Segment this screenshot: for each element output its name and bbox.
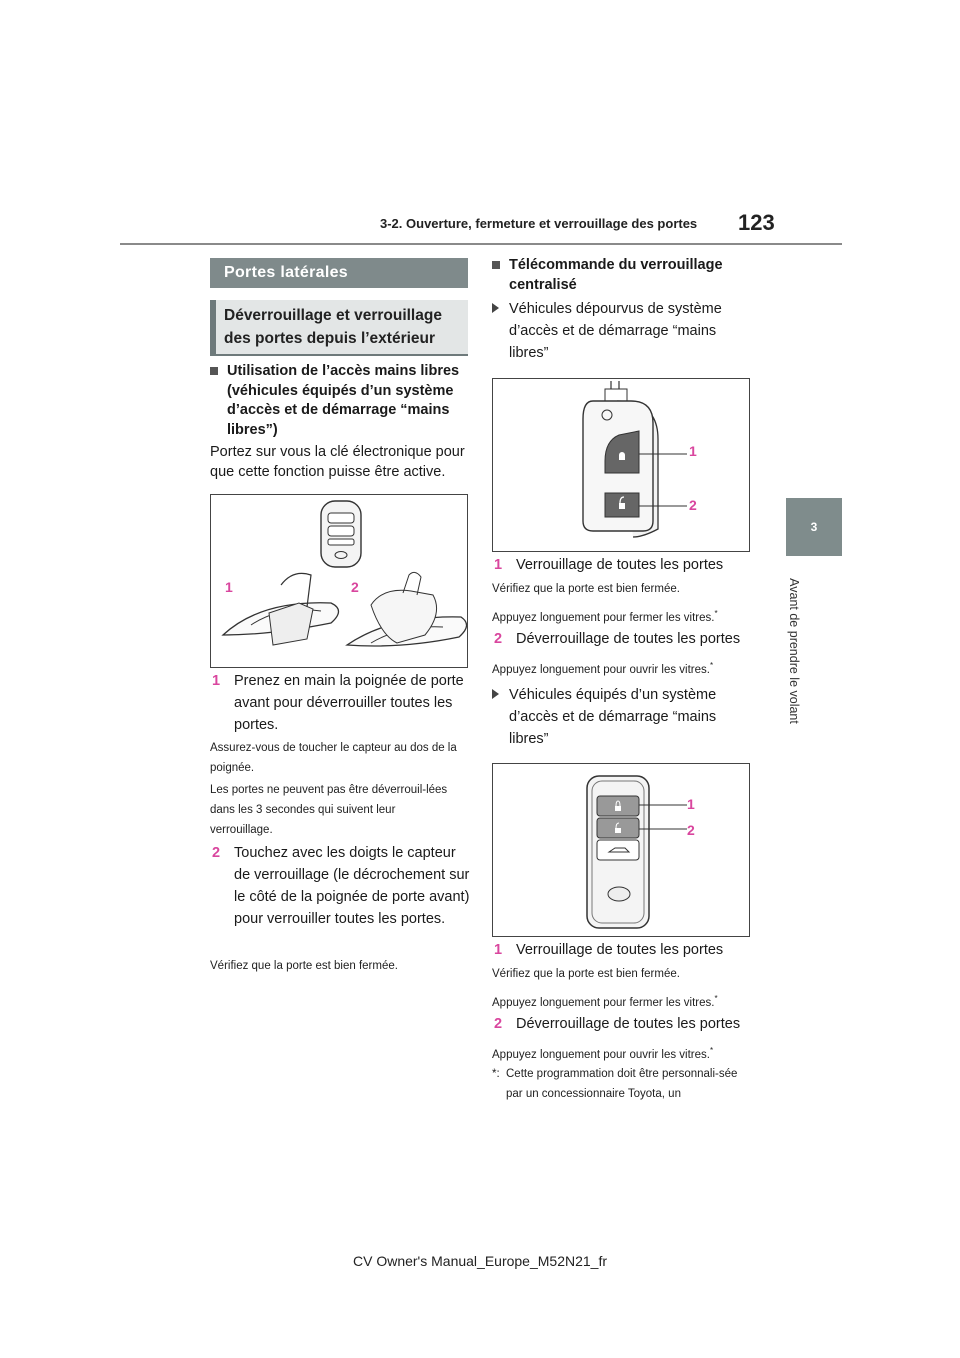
square-bullet-icon bbox=[210, 367, 218, 375]
method1-heading: Utilisation de l’accès mains libres (véhicules équipés d’un système d’accès et de démarrage “mains libres”) bbox=[210, 362, 468, 442]
variant-b-step2: 2 Déverrouillage de toutes les portes bbox=[494, 1016, 741, 1032]
flip-key-figure bbox=[492, 378, 750, 552]
method1-intro: Portez sur vous la clé électronique pour que cette fonction puisse être active. bbox=[210, 444, 465, 480]
figure-label-2: 2 bbox=[689, 497, 697, 513]
running-header-section: 3-2. Ouverture, fermeture et verrouillage des portes bbox=[380, 216, 698, 231]
variant-a-note3: Appuyez longuement pour ouvrir les vitres.* bbox=[492, 661, 714, 676]
figure-label-1: 1 bbox=[687, 796, 695, 812]
figure-label-2: 2 bbox=[687, 822, 695, 838]
footnote: *: Cette programmation doit être personnali-sée par un concessionnaire Toyota, un bbox=[492, 1068, 738, 1100]
variant-b-note2: Appuyez longuement pour fermer les vitres.* bbox=[492, 994, 718, 1009]
flip-key-illustration bbox=[493, 379, 749, 551]
variant-a-note1: Vérifiez que la porte est bien fermée. bbox=[492, 583, 680, 595]
chapter-tab-label: Avant de prendre le volant bbox=[787, 578, 801, 724]
variant-b-heading: Véhicules équipés d’un système d’accès et de démarrage “mains libres” bbox=[492, 684, 742, 750]
figure-label-2: 2 bbox=[351, 579, 359, 595]
smart-key-illustration bbox=[493, 764, 749, 936]
page-number: 123 bbox=[738, 210, 775, 235]
figure-label-1: 1 bbox=[225, 579, 233, 595]
method1-step2: 2 Touchez avec les doigts le capteur de verrouillage (le décrochement sur le côté de la poignée de porte avant) pour verrouiller toutes les portes. bbox=[212, 845, 470, 927]
figure-label-1: 1 bbox=[689, 443, 697, 459]
door-handle-illustration bbox=[211, 495, 467, 667]
variant-b-note3: Appuyez longuement pour ouvrir les vitres.* bbox=[492, 1046, 714, 1061]
triangle-bullet-icon bbox=[492, 689, 499, 699]
chapter-tab[interactable] bbox=[786, 498, 842, 556]
door-handle-figure bbox=[210, 494, 468, 668]
page-footer: CV Owner's Manual_Europe_M52N21_fr bbox=[352, 1253, 608, 1269]
variant-a-note2: Appuyez longuement pour fermer les vitres.* bbox=[492, 609, 718, 624]
triangle-bullet-icon bbox=[492, 303, 499, 313]
variant-a-heading: Véhicules dépourvus de système d’accès et de démarrage “mains libres” bbox=[492, 298, 742, 364]
step1-note-delay: Les portes ne peuvent pas être déverrouil-lées dans les 3 secondes qui suivent leur verrouillage. bbox=[210, 784, 448, 836]
chapter-number: 3 bbox=[810, 520, 818, 534]
variant-a-step2: 2 Déverrouillage de toutes les portes bbox=[494, 631, 741, 647]
section-title: Portes latérales bbox=[210, 258, 468, 288]
variant-b-step1: 1 Verrouillage de toutes les portes bbox=[494, 942, 724, 958]
header-rule bbox=[120, 243, 842, 245]
method1-step1: 1 Prenez en main la poignée de porte avant pour déverrouiller toutes les portes. bbox=[212, 673, 464, 733]
smart-key-figure bbox=[492, 763, 750, 937]
step1-note-sensor: Assurez-vous de toucher le capteur au dos de la poignée. bbox=[210, 742, 457, 774]
square-bullet-icon bbox=[492, 261, 500, 269]
variant-b-note1: Vérifiez que la porte est bien fermée. bbox=[492, 968, 680, 980]
method2-heading: Télécommande du verrouillage centralisé bbox=[492, 256, 752, 296]
variant-a-step1: 1 Verrouillage de toutes les portes bbox=[494, 557, 724, 573]
step2-note: Vérifiez que la porte est bien fermée. bbox=[210, 960, 398, 972]
subsection-title: Déverrouillage et verrouillage des portes depuis l’extérieur bbox=[210, 300, 468, 356]
